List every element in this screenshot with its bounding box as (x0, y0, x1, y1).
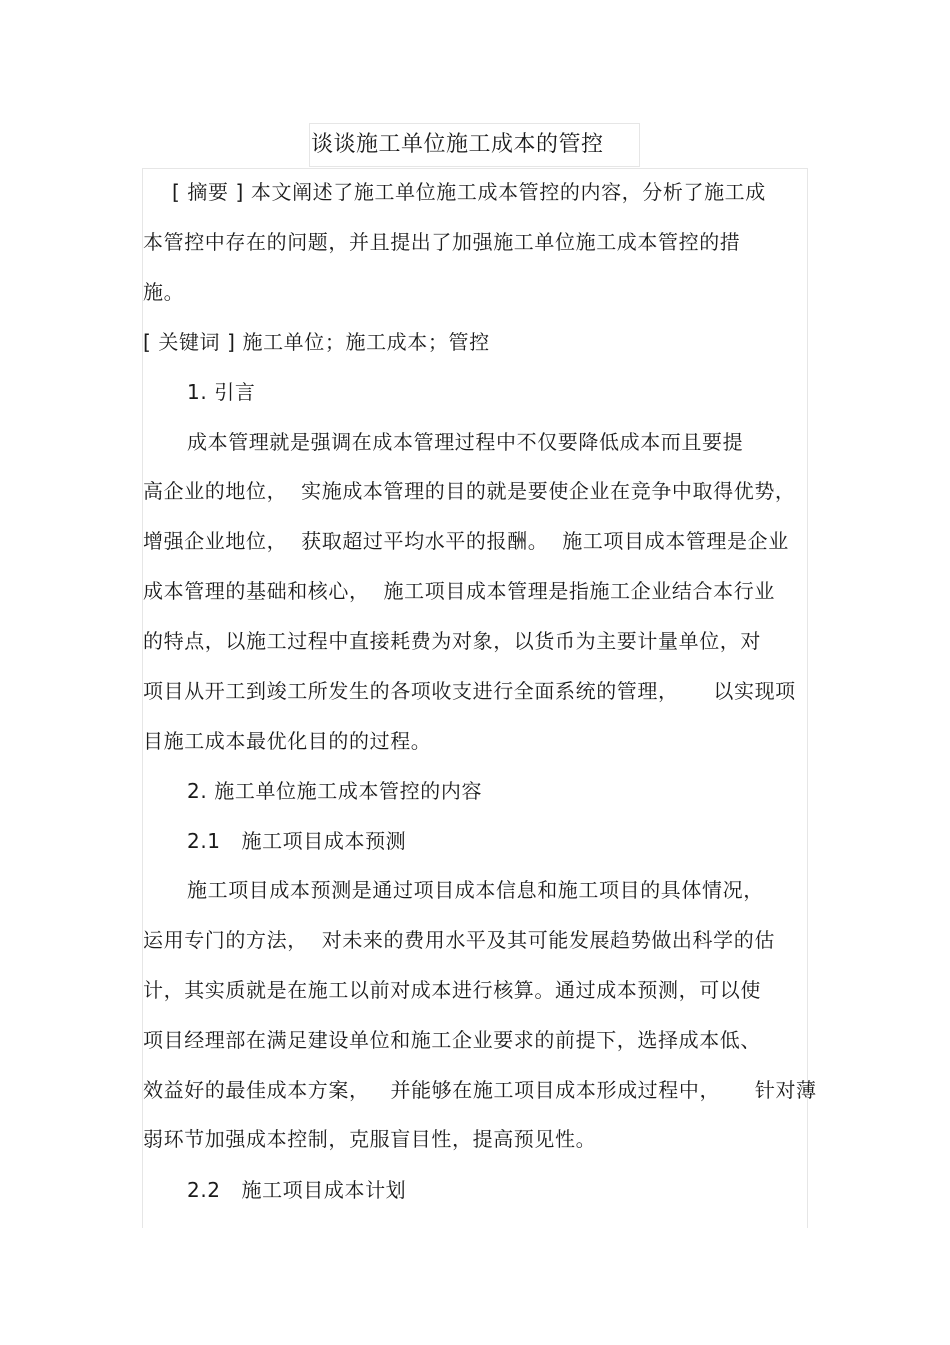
heading-section-2-2: 2.2 施工项目成本计划 (187, 1178, 407, 1202)
paragraph-line: 运用专门的方法， 对未来的费用水平及其可能发展趋势做出科学的估 (143, 928, 775, 952)
paragraph-line: 项目从开工到竣工所发生的各项收支进行全面系统的管理， 以实现项 (143, 679, 796, 703)
paragraph-line: 增强企业地位， 获取超过平均水平的报酬。 施工项目成本管理是企业 (143, 529, 789, 553)
paragraph-line: 的特点，以施工过程中直接耗费为对象，以货币为主要计量单位，对 (143, 629, 761, 653)
paragraph-line: 弱环节加强成本控制，克服盲目性，提高预见性。 (143, 1127, 597, 1151)
abstract-line-3: 施。 (143, 280, 185, 304)
keywords-line: [ 关键词 ] 施工单位；施工成本；管控 (143, 330, 490, 354)
paragraph-line: 目施工成本最优化目的的过程。 (143, 729, 432, 753)
paragraph-line: 计，其实质就是在施工以前对成本进行核算。通过成本预测，可以使 (143, 978, 761, 1002)
heading-section-2-1: 2.1 施工项目成本预测 (187, 829, 407, 853)
heading-introduction: 1. 引言 (187, 380, 256, 404)
paragraph-line: 施工项目成本预测是通过项目成本信息和施工项目的具体情况， (187, 878, 764, 902)
paragraph-line: 高企业的地位， 实施成本管理的目的就是要使企业在竞争中取得优势， (143, 479, 796, 503)
paragraph-line: 成本管理就是强调在成本管理过程中不仅要降低成本而且要提 (187, 430, 744, 454)
document-title: 谈谈施工单位施工成本的管控 (311, 132, 604, 157)
abstract-line-1: [ 摘要 ] 本文阐述了施工单位施工成本管控的内容，分析了施工成 (172, 180, 766, 204)
abstract-line-2: 本管控中存在的问题，并且提出了加强施工单位施工成本管控的措 (143, 230, 741, 254)
heading-section-2: 2. 施工单位施工成本管控的内容 (187, 779, 483, 803)
paragraph-line: 项目经理部在满足建设单位和施工企业要求的前提下，选择成本低、 (143, 1028, 761, 1052)
paragraph-line: 效益好的最佳成本方案， 并能够在施工项目成本形成过程中， 针对薄 (143, 1078, 817, 1102)
paragraph-line: 成本管理的基础和核心， 施工项目成本管理是指施工企业结合本行业 (143, 579, 775, 603)
